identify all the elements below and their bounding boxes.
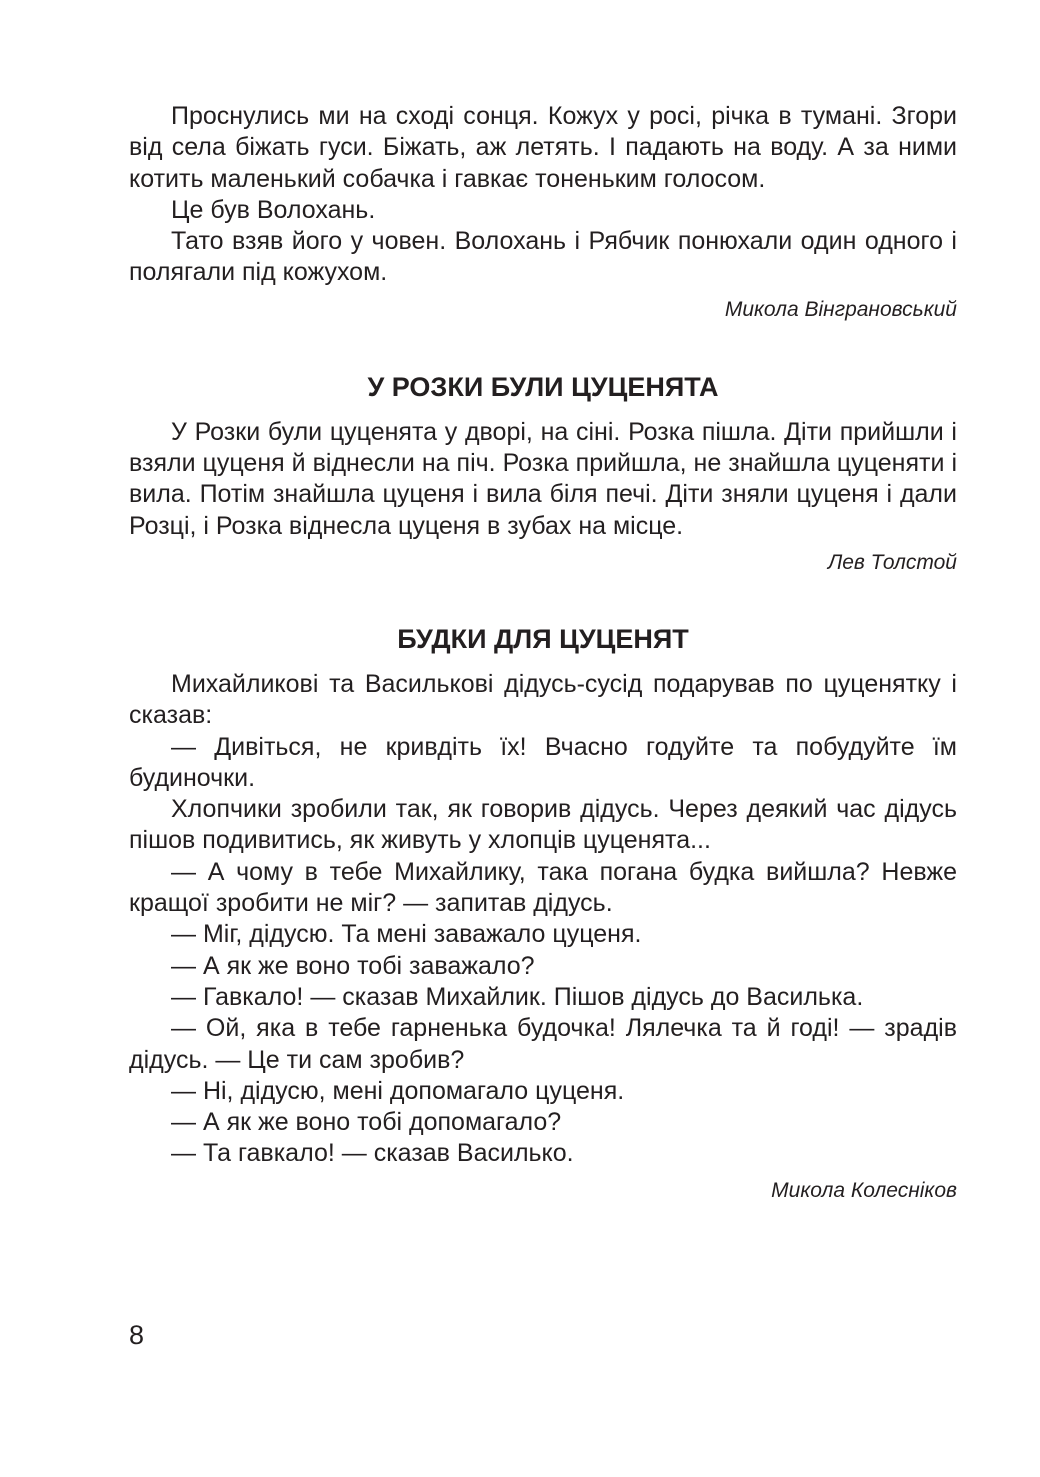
story-author: Микола Вінграновський bbox=[724, 297, 957, 321]
story-title: У РОЗКИ БУЛИ ЦУЦЕНЯТА bbox=[367, 371, 719, 402]
story-rozka bbox=[129, 370, 957, 578]
paragraph: — Дивіться, не кривдіть їх! Вчасно годуйте та побудуйте їм будиночки. bbox=[129, 732, 957, 792]
paragraph: Хлопчики зробили так, як говорив дідусь. Через деякий час дідусь пішов подивитись, як живуть у хлопців цуценята... bbox=[129, 795, 957, 855]
paragraph: Проснулись ми на сході сонця. Кожух у росі, річка в тумані. Згори від села біжать гуси. Біжать, аж летять. І падають на воду. А за ними котить маленький собачка і гавкає тоненьким голосом. bbox=[129, 102, 957, 193]
story-author: Лев Толстой bbox=[827, 550, 957, 574]
paragraph: — Ой, яка в тебе гарненька будочка! Лялечка та й годі! — зрадів дідусь. — Це ти сам зробив? bbox=[129, 1014, 957, 1074]
paragraph: Це був Волохань. bbox=[171, 195, 376, 224]
paragraph: — А як же воно тобі заважало? bbox=[171, 951, 535, 980]
paragraph: У Розки були цуценята у дворі, на сіні. Розка пішла. Діти прийшли і взяли цуценя й віднесли на піч. Розка прийшла, не знайшла цуценяти і вила. Потім знайшла цуценя і вила біля печі. Діти зняли цуценя і дали Розці, і Розка віднесла цуценя в зубах на місце. bbox=[129, 417, 957, 540]
page-number: 8 bbox=[129, 1320, 145, 1350]
paragraph: — А як же воно тобі допомагало? bbox=[171, 1108, 562, 1137]
paragraph: Михайликові та Василькові дідусь-сусід подарував по цуценятку і сказав: bbox=[129, 669, 957, 730]
story-budky bbox=[129, 622, 957, 1206]
paragraph: Тато взяв його у човен. Волохань і Рябчик понюхали один одного і полягали під кожухом. bbox=[129, 227, 957, 287]
story-author: Микола Колесніков bbox=[771, 1178, 957, 1202]
story-volokhan bbox=[129, 101, 957, 325]
paragraph: — Ні, дідусю, мені допомагало цуценя. bbox=[171, 1076, 625, 1105]
page-content bbox=[129, 101, 957, 1206]
paragraph: — Гавкало! — сказав Михайлик. Пішов дідусь до Василька. bbox=[171, 982, 864, 1011]
paragraph: — Міг, дідусю. Та мені заважало цуценя. bbox=[171, 920, 642, 949]
paragraph: — А чому в тебе Михайлику, така погана будка вийшла? Невже кращої зробити не міг? — запитав дідусь. bbox=[129, 857, 957, 918]
story-title: БУДКИ ДЛЯ ЦУЦЕНЯТ bbox=[397, 623, 689, 654]
paragraph: — Та гавкало! — сказав Василько. bbox=[171, 1139, 574, 1168]
